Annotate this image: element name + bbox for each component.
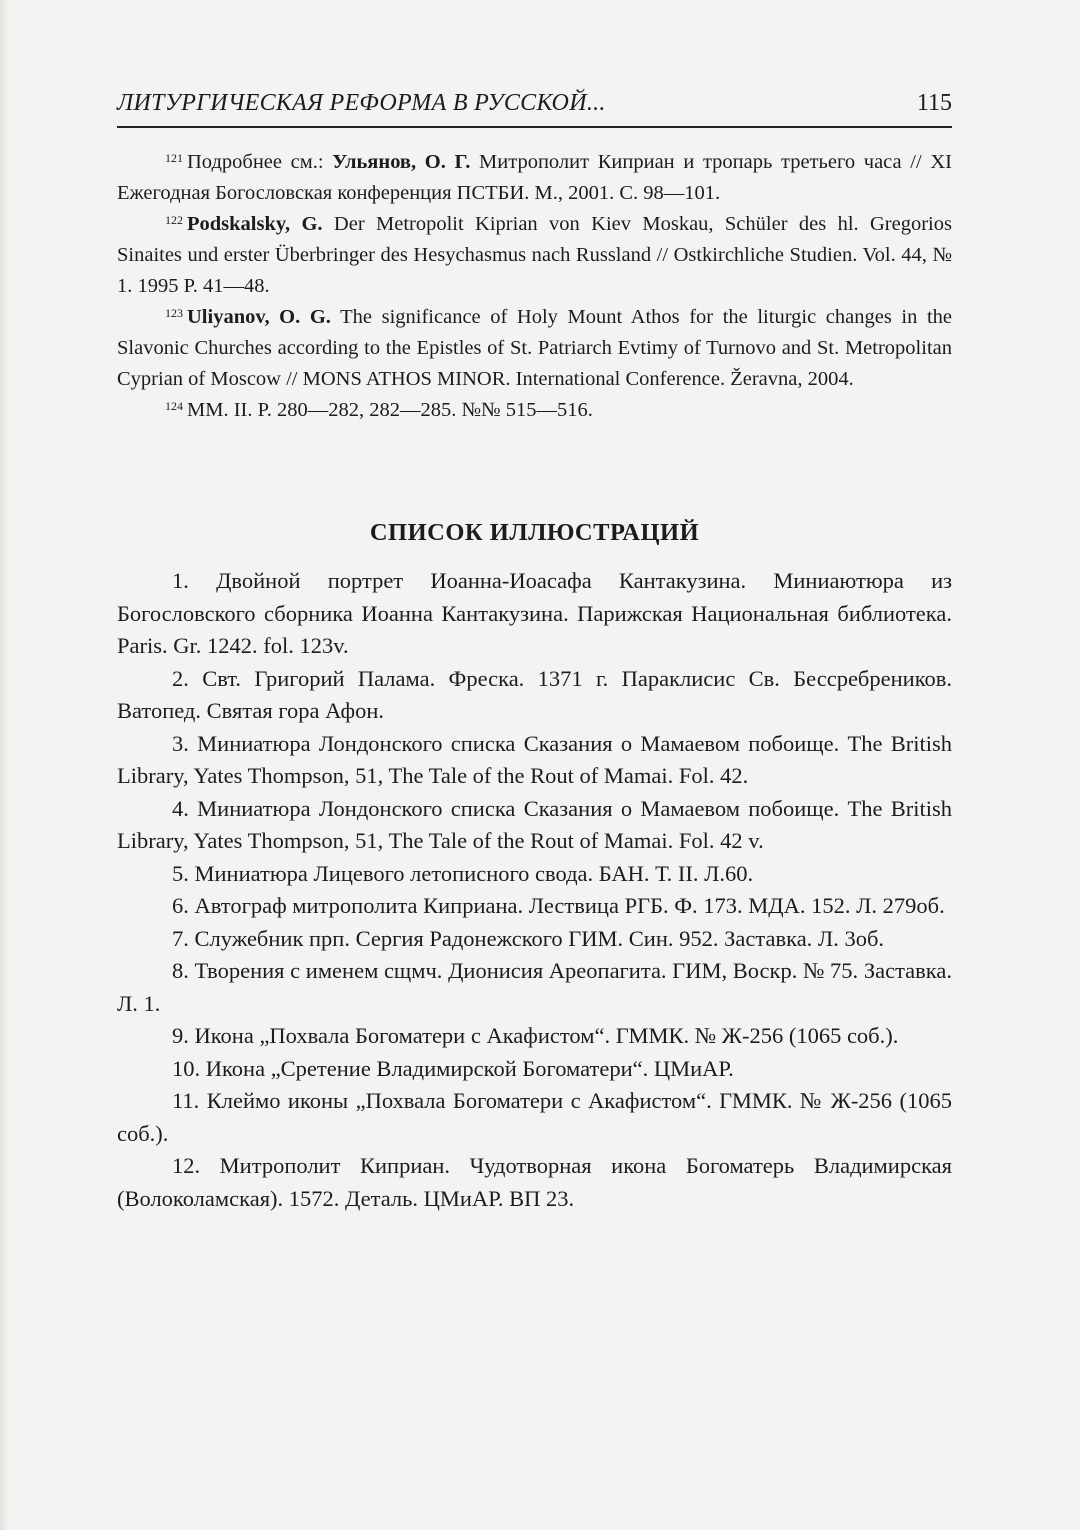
list-item: 7. Служебник прп. Сергия Радонежского ГИМ. Син. 952. Заставка. Л. 3об. bbox=[172, 925, 885, 951]
footnote-number: 124 bbox=[165, 399, 183, 413]
footnote bbox=[117, 302, 952, 395]
list-item: 10. Икона „Сретение Владимирской Богоматери“. ЦМиАР. bbox=[172, 1055, 734, 1081]
footnote-text: MM. II. P. 280—282, 282—285. №№ 515—516. bbox=[187, 399, 593, 421]
footnote-prefix: Подробнее см.: bbox=[187, 151, 333, 173]
page-number: 115 bbox=[916, 90, 952, 116]
footnote bbox=[117, 147, 952, 209]
list-item: 11. Клеймо иконы „Похвала Богоматери с Акафистом“. ГММК. № Ж-256 (1065 соб.). bbox=[117, 1088, 952, 1146]
footnote-author: Uliyanov, O. G. bbox=[187, 306, 331, 328]
running-title: ЛИТУРГИЧЕСКАЯ РЕФОРМА В РУССКОЙ... bbox=[117, 90, 606, 116]
footnotes bbox=[117, 147, 952, 426]
list-item: 2. Свт. Григорий Палама. Фреска. 1371 г. Параклисис Св. Бессребреников. Ватопед. Святая гора Афон. bbox=[117, 665, 952, 723]
section-heading: СПИСОК ИЛЛЮСТРАЦИЙ bbox=[369, 519, 700, 546]
footnote-text: The significance of Holy Mount Athos for the liturgic changes in the Slavonic Churches according to the Epistles of St. Patriarch Evtimy of Turnovo and St. Metropolitan Cyprian of Moscow // MONS ATHOS MINOR. International Conference. Žeravna, 2004. bbox=[117, 306, 952, 390]
running-header bbox=[117, 90, 952, 126]
list-item: 8. Творения с именем сщмч. Дионисия Ареопагита. ГИМ, Воскр. № 75. Заставка. Л. 1. bbox=[117, 958, 952, 1016]
footnote-author: Podskalsky, G. bbox=[187, 213, 323, 235]
list-item: 9. Икона „Похвала Богоматери с Акафистом“. ГММК. № Ж-256 (1065 соб.). bbox=[172, 1023, 899, 1048]
list-item: 6. Автограф митрополита Киприана. Лествица РГБ. Ф. 173. МДА. 152. Л. 279об. bbox=[172, 893, 945, 918]
header-rule bbox=[117, 126, 952, 128]
list-item: 4. Миниатюра Лондонского списка Сказания о Мамаевом побоище. The British Library, Yates Thompson, 51, The Tale of the Rout of Mamai. Fol. 42 v. bbox=[117, 795, 952, 853]
illustration-list bbox=[117, 565, 952, 1215]
list-item: 12. Митрополит Киприан. Чудотворная икона Богоматерь Владимирская (Волоколамская). 1572. Деталь. ЦМиАР. ВП 23. bbox=[117, 1153, 952, 1211]
footnote-number: 123 bbox=[165, 306, 183, 320]
footnote bbox=[117, 395, 952, 426]
footnote bbox=[117, 209, 952, 302]
footnote-author: Ульянов, О. Г. bbox=[332, 151, 471, 173]
list-item: 5. Миниатюра Лицевого летописного свода. БАН. Т. II. Л.60. bbox=[172, 860, 754, 886]
footnote-text: Der Metropolit Kiprian von Kiev Moskau, Schüler des hl. Gregorios Sinaites und erster Überbringer des Hesychasmus nach Russland // Ostkirchliche Studien. Vol. 44, № 1. 1995 P. 41—48. bbox=[117, 213, 952, 297]
footnote-text: Митрополит Киприан и тропарь третьего часа // XI Ежегодная Богословская конференция ПСТБИ. М., 2001. С. 98—101. bbox=[117, 151, 952, 204]
page-binding-edge bbox=[0, 0, 10, 1530]
footnote-number: 121 bbox=[165, 151, 183, 165]
footnote-number: 122 bbox=[165, 213, 183, 227]
list-item: 3. Миниатюра Лондонского списка Сказания о Мамаевом побоище. The British Library, Yates Thompson, 51, The Tale of the Rout of Mamai. Fol. 42. bbox=[117, 730, 952, 788]
list-item: 1. Двойной портрет Иоанна-Иоасафа Кантакузина. Миниаютюра из Богословского сборника Иоанна Кантакузина. Парижская Национальная библиотека. Paris. Gr. 1242. fol. 123v. bbox=[117, 568, 952, 658]
